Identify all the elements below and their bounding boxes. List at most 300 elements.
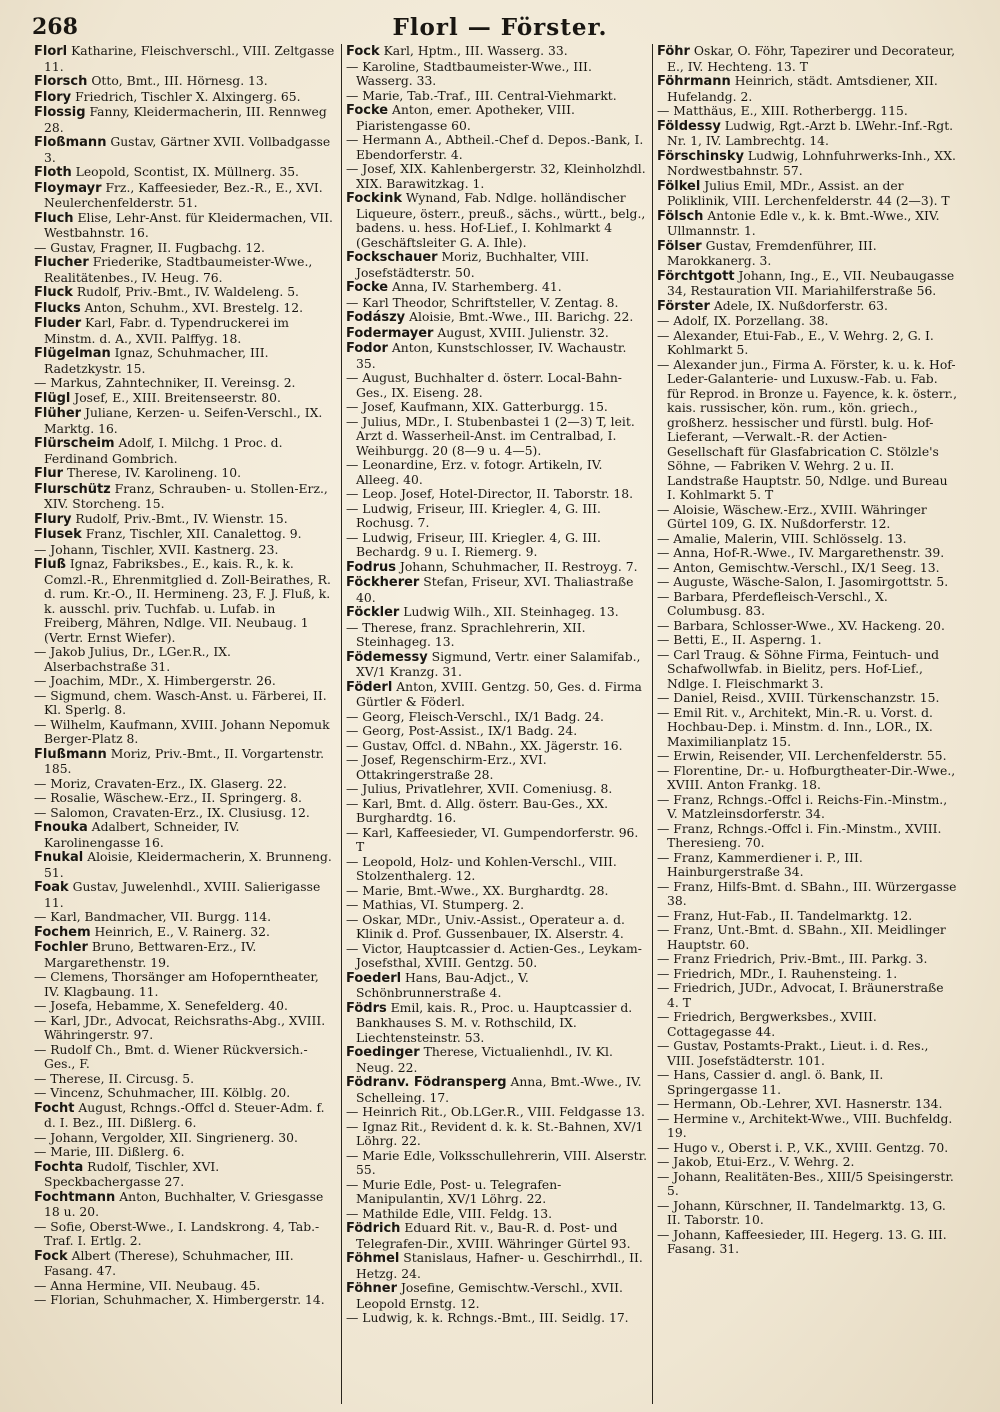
directory-entry [34,181,337,211]
directory-entry [34,1086,337,1101]
directory-entry [34,1160,337,1190]
directory-entry [657,269,959,299]
directory-entry [34,747,337,777]
entry-details: — Salomon, Cravaten-Erz., IX. Clusiusg. 12. [34,805,310,820]
directory-entry [346,605,648,621]
entry-details: — Ludwig, k. k. Rchngs.-Bmt., III. Seidlg. 17. [346,1311,629,1325]
entry-details: Ludwig, Rgt.-Arzt b. LWehr.-Inf.-Rgt. Nr. 1, IV. Lambrechtg. 14. [667,118,954,148]
entry-details: — Franz, Rchngs.-Offcl i. Fin.-Minstm., XVIII. Theresieng. 70. [657,821,942,850]
entry-surname: Fluch [34,210,74,226]
directory-entry [657,149,959,179]
page-number: 268 [32,14,78,40]
entry-details: Emil, kais. R., Proc. u. Hauptcassier d. Bankhauses S. M. v. Rothschild, IX. Liechtensteinstr. 53. [356,1000,633,1045]
directory-entry [34,1043,337,1072]
directory-entry [34,165,337,181]
entry-details: Anton, emer. Apotheker, VIII. Piaristengasse 60. [356,103,575,133]
directory-entry [346,133,648,162]
entry-details: — Markus, Zahntechniker, II. Vereinsg. 2. [34,376,296,390]
directory-entry [34,850,337,880]
directory-entry [657,619,959,634]
directory-entry [34,1131,337,1146]
directory-entry [34,674,337,689]
entry-details: — Hans, Cassier d. angl. ö. Bank, II. Springergasse 11. [657,1068,884,1097]
entry-details: — Franz, Rchngs.-Offcl i. Reichs-Fin.-Minstm., V. Matzleinsdorferstr. 34. [657,792,948,821]
directory-entry [657,590,959,619]
directory-entry [34,211,337,241]
directory-entry [346,560,648,576]
directory-entry [34,925,337,941]
entry-surname: Flügelman [34,346,111,361]
entry-surname: Focht [34,1100,75,1116]
directory-entry [346,296,648,311]
directory-entry [346,60,648,89]
directory-entry [657,648,959,692]
entry-details: — Hugo v., Oberst i. P., V.K., XVIII. Gentzg. 70. [657,1140,949,1155]
directory-entry [34,90,337,106]
directory-entry [346,310,648,326]
entry-details: Aloisie, Kleidermacherin, X. Brunneng. 51. [44,850,332,880]
directory-entry [346,1001,648,1046]
entry-details: — Therese, franz. Sprachlehrerin, XII. Steinhageg. 13. [346,620,586,649]
entry-details: Rudolf, Priv.-Bmt., IV. Waldeleng. 5. [72,285,299,299]
entry-details: — Johann, Vergolder, XII. Singrienerg. 30. [34,1130,298,1145]
entry-details: — Alexander jun., Firma A. Förster, k. u. k. Hof-Leder-Galanterie- und Luxusw.-Fab. u. Fab. für Reprod. in Bronze u. Fayence, k. k. österr., kais. russischer, kön. rum., kön. griech., großherz. hessischer und fürstl. bulg. Hof-Lieferant, —Verwalt.-R. der Actien-Gesellschaft für Glasfabrication C. Stölzle's Söhne, — Fabriken V. Wehrg. 2 u. II. Landstraße Hauptstr. 50, Ndlge. und Bureau I. Kohlmarkt 5. T [657,357,957,502]
entry-surname: Födemessy [346,649,428,665]
entry-details: — Florian, Schuhmacher, X. Himbergerstr. 14. [34,1293,325,1307]
directory-entry [657,923,959,952]
entry-details: Stanislaus, Hafner- u. Geschirrhdl., II. Hetzg. 24. [356,1251,643,1281]
entry-surname: Focke [346,103,389,118]
directory-entry [34,466,337,482]
entry-details: Anna, Bmt.-Wwe., IV. Schelleing. 17. [356,1075,642,1105]
directory-entry [34,557,337,645]
entry-details: — Karl, JDr., Advocat, Reichsraths-Abg., XVIII. Währingerstr. 97. [34,1013,326,1042]
entry-details: — Karl, Bandmacher, VII. Burgg. 114. [34,910,272,924]
directory-entry [657,209,959,239]
entry-details: — Georg, Post-Assist., IX/1 Badg. 24. [346,724,578,738]
directory-entry [34,777,337,792]
directory-entry [657,691,959,706]
directory-entry [34,1279,337,1294]
entry-surname: Flucher [34,255,89,270]
entry-details: Frz., Kaffeesieder, Bez.-R., E., XVI. Neulerchenfelderstr. 51. [44,180,323,210]
entry-details: Adolf, I. Milchg. 1 Proc. d. Ferdinand Gombrich. [44,436,283,466]
entry-details: Bruno, Bettwaren-Erz., IV. Margarethenstr. 19. [44,940,257,970]
directory-entry [657,74,959,104]
entry-surname: Förschinsky [657,148,744,164]
entry-details: Otto, Bmt., III. Hörnesg. 13. [87,74,268,88]
column-1 [30,44,341,1404]
entry-surname: Fock [346,44,380,59]
directory-entry [346,1045,648,1075]
entry-surname: Fölsch [657,208,704,224]
entry-details: — Barbara, Schlosser-Wwe., XV. Hackeng. 20. [657,618,945,633]
directory-entry [657,44,959,74]
entry-surname: Födrs [346,1000,387,1016]
entry-details: — Matthäus, E., XIII. Rotherbergg. 115. [657,104,908,118]
entry-details: Anna, IV. Starhemberg. 41. [388,280,562,294]
entry-details: — Marie, Tab.-Traf., III. Central-Viehmarkt. [346,88,617,103]
directory-entry [657,967,959,982]
directory-entry [346,415,648,459]
entry-details: Rudolf, Tischler, XVI. Speckbachergasse 27. [44,1159,220,1189]
entry-details: Eduard Rit. v., Bau-R. d. Post- und Telegrafen-Dir., XVIII. Währinger Gürtel 93. [356,1221,631,1251]
column-2 [341,44,652,1404]
entry-details: Franz, Schrauben- u. Stollen-Erz., XIV. Storcheng. 15. [44,481,328,511]
entry-details: — Hermann A., Abtheil.-Chef d. Depos.-Bank, I. Ebendorferstr. 4. [346,133,644,162]
directory-entry [34,44,337,74]
entry-details: — Anna, Hof-R.-Wwe., IV. Margarethenstr. 39. [657,546,945,560]
directory-entry [346,341,648,371]
directory-entry [34,689,337,718]
directory-entry [34,285,337,301]
entry-surname: Födranv. Födransperg [346,1075,507,1090]
entry-details: — Oskar, MDr., Univ.-Assist., Operateur a. d. Klinik d. Prof. Gussenbauer, IX. Alserstr. 4. [346,912,625,941]
entry-surname: Föderl [346,679,393,695]
directory-entry [657,1097,959,1112]
directory-entry [657,1068,959,1097]
entry-surname: Föckler [346,605,400,620]
directory-entry [34,820,337,850]
directory-entry [346,782,648,797]
entry-surname: Flurschütz [34,481,111,497]
directory-entry [34,718,337,747]
entry-details: Antonie Edle v., k. k. Bmt.-Wwe., XIV. Ullmannstr. 1. [667,208,940,238]
entry-details: — Ignaz Rit., Revident d. k. k. St.-Bahnen, XV/1 Löhrg. 22. [346,1119,644,1148]
entry-details: Oskar, O. Föhr, Tapezirer und Decorateur, E., IV. Hechteng. 13. T [667,44,956,74]
directory-entry [657,1170,959,1199]
entry-surname: Fochtmann [34,1189,116,1205]
directory-entry [657,239,959,269]
entry-details: Juliane, Kerzen- u. Seifen-Verschl., IX. Marktg. 16. [44,406,323,436]
entry-surname: Fodermayer [346,325,434,341]
entry-details: Leopold, Scontist, IX. Müllnerg. 35. [71,165,299,179]
entry-details: — Josef, Regenschirm-Erz., XVI. Ottakringerstraße 28. [346,753,547,782]
directory-entry [34,1101,337,1131]
directory-entry [34,391,337,407]
directory-entry [657,1039,959,1068]
directory-entry [657,119,959,149]
columns [30,44,975,1404]
entry-details: Rudolf, Priv.-Bmt., IV. Wienstr. 15. [71,511,288,526]
entry-details: Karl, Hptm., III. Wasserg. 33. [379,44,568,58]
entry-details: — Hermine v., Architekt-Wwe., VIII. Buchfeldg. 19. [657,1111,953,1140]
entry-surname: Flügl [34,390,71,406]
directory-entry [657,1112,959,1141]
entry-details: — Alexander, Etui-Fab., E., V. Wehrg. 2, G. I. Kohlmarkt 5. [657,328,934,357]
entry-details: — Rudolf Ch., Bmt. d. Wiener Rückversich.-Ges., F. [34,1042,308,1071]
entry-details: — Anton, Gemischtw.-Verschl., IX/1 Seeg. 13. [657,560,940,575]
directory-entry [34,1293,337,1308]
directory-entry [657,706,959,750]
entry-surname: Floßmann [34,135,107,150]
entry-surname: Földessy [657,118,721,134]
directory-entry [34,105,337,135]
entry-details: — August, Buchhalter d. österr. Local-Bahn-Ges., IX. Eiseng. 28. [346,371,622,400]
entry-surname: Flüher [34,406,82,421]
entry-details: — Karl, Bmt. d. Allg. österr. Bau-Ges., XX. Burghardtg. 16. [346,796,609,825]
entry-details: Moriz, Buchhalter, VIII. Josefstädterstr. 50. [356,250,590,280]
directory-entry [34,645,337,674]
entry-surname: Fluß [34,557,66,572]
entry-surname: Fnouka [34,820,88,835]
directory-entry [34,543,337,558]
entry-surname: Föhmel [346,1251,400,1266]
entry-surname: Fockink [346,191,402,206]
directory-entry [657,793,959,822]
entry-details: Gustav, Juwelenhdl., XVIII. Salierigasse 11. [44,880,321,910]
entry-details: — Auguste, Wäsche-Salon, I. Jasomirgottstr. 5. [657,575,949,589]
directory-entry [34,482,337,512]
directory-entry [346,1178,648,1207]
entry-surname: Flossig [34,105,86,120]
entry-details: Ludwig Wilh., XII. Steinhageg. 13. [399,605,619,619]
column-3 [652,44,963,1404]
directory-entry [657,749,959,764]
entry-details: Karl, Fabr. d. Typendruckerei im Minstm. d. A., XVII. Palffyg. 18. [44,316,289,346]
directory-entry [34,376,337,391]
directory-entry [657,822,959,851]
entry-surname: Födrich [346,1221,401,1236]
entry-details: Friederike, Stadtbaumeister-Wwe., Realitätenbes., IV. Heug. 76. [44,255,313,285]
entry-surname: Fluck [34,285,73,300]
directory-entry [34,1014,337,1043]
entry-surname: Fluder [34,316,82,331]
entry-details: — Victor, Hauptcassier d. Actien-Ges., Leykam-Josefsthal, XVIII. Gentzg. 50. [346,941,642,970]
entry-details: — Franz, Hilfs-Bmt. d. SBahn., III. Würzergasse 38. [657,879,957,908]
directory-entry [657,503,959,532]
entry-details: Stefan, Friseur, XVI. Thaliastraße 40. [356,575,634,605]
directory-entry [346,855,648,884]
entry-details: — Friedrich, JUDr., Advocat, I. Bräunerstraße 4. T [657,981,944,1010]
entry-details: August, Rchngs.-Offcl d. Steuer-Adm. f. d. I. Bez., III. Dißlerg. 6. [44,1100,325,1130]
entry-surname: Flury [34,511,72,527]
directory-entry [346,621,648,650]
directory-entry [34,999,337,1014]
directory-entry [346,575,648,605]
directory-entry [346,753,648,782]
directory-entry [657,546,959,561]
entry-details: Therese, IV. Karolineng. 10. [63,466,241,480]
entry-details: — Daniel, Reisd., XVIII. Türkenschanzstr. 15. [657,691,940,705]
directory-entry [346,458,648,487]
directory-entry [346,898,648,913]
directory-entry [346,1251,648,1281]
directory-entry [657,561,959,576]
entry-surname: Fodor [346,341,388,356]
entry-details: — Johann, Kaffeesieder, III. Hegerg. 13. G. III. Fasang. 31. [657,1227,947,1256]
directory-entry [34,970,337,999]
directory-entry [346,326,648,342]
entry-surname: Foak [34,880,69,895]
entry-details: — Johann, Kürschner, II. Tandelmarktg. 13, G. II. Taborstr. 10. [657,1198,946,1227]
entry-details: — Mathias, VI. Stumperg. 2. [346,898,525,912]
directory-entry [34,135,337,165]
entry-details: — Franz, Unt.-Bmt. d. SBahn., XII. Meidlinger Hauptstr. 60. [657,923,946,952]
entry-details: — Josef, Kaufmann, XIX. Gatterburgg. 15. [346,400,608,414]
entry-details: — Aloisie, Wäschew.-Erz., XVIII. Währinger Gürtel 109, G. IX. Nußdorferstr. 12. [657,502,927,531]
entry-surname: Fnukal [34,850,84,865]
directory-entry [346,191,648,250]
directory-entry [346,487,648,502]
entry-details: Anton, Buchhalter, V. Griesgasse 18 u. 20. [44,1189,324,1219]
entry-details: Johann, Ing., E., VII. Neubaugasse 34, Restauration VII. Mariahilferstraße 56. [667,268,955,298]
entry-surname: Flucks [34,300,81,316]
directory-entry [657,1010,959,1039]
directory-entry [346,162,648,191]
entry-details: — Friedrich, Bergwerksbes., XVIII. Cottagegasse 44. [657,1010,877,1039]
entry-details: — Leopold, Holz- und Kohlen-Verschl., VIII. Stolzenthalerg. 12. [346,854,617,883]
entry-details: Adele, IX. Nußdorferstr. 63. [709,298,888,313]
directory-entry [657,179,959,209]
entry-details: Gustav, Gärtner XVII. Vollbadgasse 3. [44,135,331,165]
entry-surname: Flußmann [34,746,107,762]
entry-details: — Franz, Kammerdiener i. P., III. Hainburgerstraße 34. [657,850,863,879]
entry-details: — Julius, Privatlehrer, XVII. Comeniusg. 8. [346,782,613,796]
entry-details: — Anna Hermine, VII. Neubaug. 45. [34,1278,261,1293]
entry-details: — Franz Friedrich, Priv.-Bmt., III. Parkg. 3. [657,952,928,966]
entry-details: — Karoline, Stadtbaumeister-Wwe., III. Wasserg. 33. [346,59,592,88]
entry-details: Hans, Bau-Adjct., V. Schönbrunnerstraße 4. [356,970,529,1000]
entry-details: Adalbert, Schneider, IV. Karolinengasse 16. [44,820,240,850]
directory-entry [346,680,648,710]
directory-entry [34,940,337,970]
entry-details: — Hermann, Ob.-Lehrer, XVI. Hasnerstr. 134. [657,1097,943,1111]
running-head: Florl — Förster. [392,14,608,41]
entry-details: — Marie, Bmt.-Wwe., XX. Burghardtg. 28. [346,883,609,898]
entry-details: — Carl Traug. & Söhne Firma, Feintuch- und Schafwollwfab. in Bielitz, pers. Hof-Lief., Ndlge. I. Fleischmarkt 3. [657,647,940,691]
entry-surname: Foedinger [346,1045,420,1060]
entry-surname: Flory [34,89,72,105]
directory-entry [657,981,959,1010]
entry-details: Ignaz, Schuhmacher, III. Radetzkystr. 15. [44,346,269,376]
entry-details: Friedrich, Tischler X. Alxingerg. 65. [71,89,301,104]
entry-details: — Gustav, Fragner, II. Fugbachg. 12. [34,240,265,255]
directory-entry [346,1207,648,1222]
entry-details: Albert (Therese), Schuhmacher, III. Fasang. 47. [44,1248,294,1278]
entry-details: — Jakob, Etui-Erz., V. Wehrg. 2. [657,1155,855,1169]
directory-entry [657,1141,959,1156]
directory-entry [346,826,648,855]
entry-surname: Fockschauer [346,250,438,265]
entry-details: Wynand, Fab. Ndlge. holländischer Liqueure, österr., preuß., sächs., württ., belg., badens. u. hess. Hof-Lief., I. Kohlmarkt 4 (Geschäftsleiter G. A. Ihle). [356,191,646,250]
entry-details: Heinrich, E., V. Rainerg. 32. [90,924,270,939]
entry-details: — Barbara, Pferdefleisch-Verschl., X. Columbusg. 83. [657,589,888,618]
entry-surname: Föhrmann [657,74,731,89]
directory-entry [657,880,959,909]
directory-entry [346,739,648,754]
directory-entry [34,791,337,806]
directory-entry [657,909,959,924]
entry-details: Gustav, Fremdenführer, III. Marokkanerg. 3. [667,238,877,268]
entry-surname: Fock [34,1248,68,1264]
entry-details: August, XVIII. Julienstr. 32. [433,325,609,340]
entry-surname: Föhner [346,1281,398,1296]
entry-details: — Mathilde Edle, VIII. Feldg. 13. [346,1206,553,1221]
entry-details: — Betti, E., II. Asperng. 1. [657,633,822,647]
entry-details: — Adolf, IX. Porzellang. 38. [657,314,829,328]
entry-details: Katharine, Fleischverschl., VIII. Zeltgasse 11. [44,44,335,74]
directory-entry [346,797,648,826]
entry-details: — Florentine, Dr.- u. Hofburgtheater-Dir.-Wwe., XVIII. Anton Frankg. 18. [657,763,956,792]
entry-surname: Föhr [657,44,690,59]
entry-details: Moriz, Priv.-Bmt., II. Vorgartenstr. 185. [44,746,325,776]
entry-details: — Johann, Realitäten-Bes., XIII/5 Speisingerstr. 5. [657,1169,954,1198]
entry-details: Josef, E., XIII. Breitenseerstr. 80. [70,390,281,405]
entry-details: — Karl Theodor, Schriftsteller, V. Zentag. 8. [346,295,619,310]
directory-entry [657,104,959,119]
entry-surname: Focke [346,280,389,295]
entry-details: Johann, Schuhmacher, II. Restroyg. 7. [396,559,638,574]
entry-details: — Johann, Tischler, XVII. Kastnerg. 23. [34,542,279,557]
entry-surname: Flürscheim [34,436,115,451]
directory-entry [346,710,648,725]
directory-entry [657,358,959,503]
directory-entry [657,952,959,967]
entry-surname: Flusek [34,527,82,542]
directory-entry [346,89,648,104]
directory-entry [657,633,959,648]
directory-entry [657,329,959,358]
directory-entry [346,884,648,899]
directory-entry [657,299,959,315]
entry-surname: Fölkel [657,178,701,194]
entry-details: — Therese, II. Circusg. 5. [34,1071,195,1086]
directory-entry [657,851,959,880]
entry-surname: Fölser [657,238,702,254]
entry-details: Heinrich, städt. Amtsdiener, XII. Hufelandg. 2. [667,74,938,104]
directory-entry [34,316,337,346]
entry-details: Ignaz, Fabriksbes., E., kais. R., k. k. Comzl.-R., Ehrenmitglied d. Zoll-Beirathes, R. d. rum. Kr.-O., II. Hermineng. 23, F. J. Fluß, k. k. ausschl. priv. Tuchfab. u. Lufab. in Freiberg, Mähren, Ndlge. VII. Neubaug. 1 (Vertr. Ernst Wiefer). [44,557,331,645]
entry-details: — Gustav, Offcl. d. NBahn., XX. Jägerstr. 16. [346,738,623,753]
entry-details: — Franz, Hut-Fab., II. Tandelmarktg. 12. [657,908,913,923]
entry-details: — Ludwig, Friseur, III. Kriegler. 4, G. III. Rochusg. 7. [346,501,601,530]
entry-details: — Rosalie, Wäschew.-Erz., II. Springerg. 8. [34,791,302,805]
entry-details: — Josef, XIX. Kahlenbergerstr. 32, Kleinholzhdl. XIX. Barawitzkag. 1. [346,162,646,191]
entry-details: — Murie Edle, Post- u. Telegrafen-Manipulantin, XV/1 Löhrg. 22. [346,1177,562,1206]
directory-entry [34,1220,337,1249]
directory-entry [346,650,648,680]
directory-entry [34,880,337,910]
entry-details: — Moriz, Cravaten-Erz., IX. Glaserg. 22. [34,776,287,791]
directory-entry [346,1120,648,1149]
directory-entry [34,512,337,528]
entry-details: Elise, Lehr-Anst. für Kleidermachen, VII. Westbahnstr. 16. [44,210,333,240]
entry-surname: Fochta [34,1159,84,1175]
entry-surname: Floymayr [34,180,102,196]
entry-surname: Fodászy [346,310,406,325]
directory-entry [34,527,337,543]
directory-entry [34,301,337,317]
directory-entry [346,1075,648,1105]
directory-entry [346,913,648,942]
directory-entry [346,531,648,560]
entry-details: — Wilhelm, Kaufmann, XVIII. Johann Nepomuk Berger-Platz 8. [34,717,330,746]
entry-details: — Marie, III. Dißlerg. 6. [34,1145,185,1159]
directory-entry [346,371,648,400]
directory-entry [34,806,337,821]
entry-details: — Amalie, Malerin, VIII. Schlösselg. 13. [657,531,907,546]
entry-details: Anton, Kunstschlosser, IV. Wachaustr. 35. [356,341,627,371]
directory-entry [346,971,648,1001]
directory-entry [34,1249,337,1279]
entry-surname: Fochem [34,924,91,940]
entry-details: Anton, Schuhm., XVI. Brestelg. 12. [80,300,303,315]
directory-entry [657,532,959,547]
entry-details: Julius Emil, MDr., Assist. an der Poliklinik, VIII. Lerchenfelderstr. 44 (2—3). T [667,178,950,208]
entry-details: Anton, XVIII. Gentzg. 50, Ges. d. Firma Gürtler & Föderl. [356,679,642,709]
directory-entry [346,1221,648,1251]
